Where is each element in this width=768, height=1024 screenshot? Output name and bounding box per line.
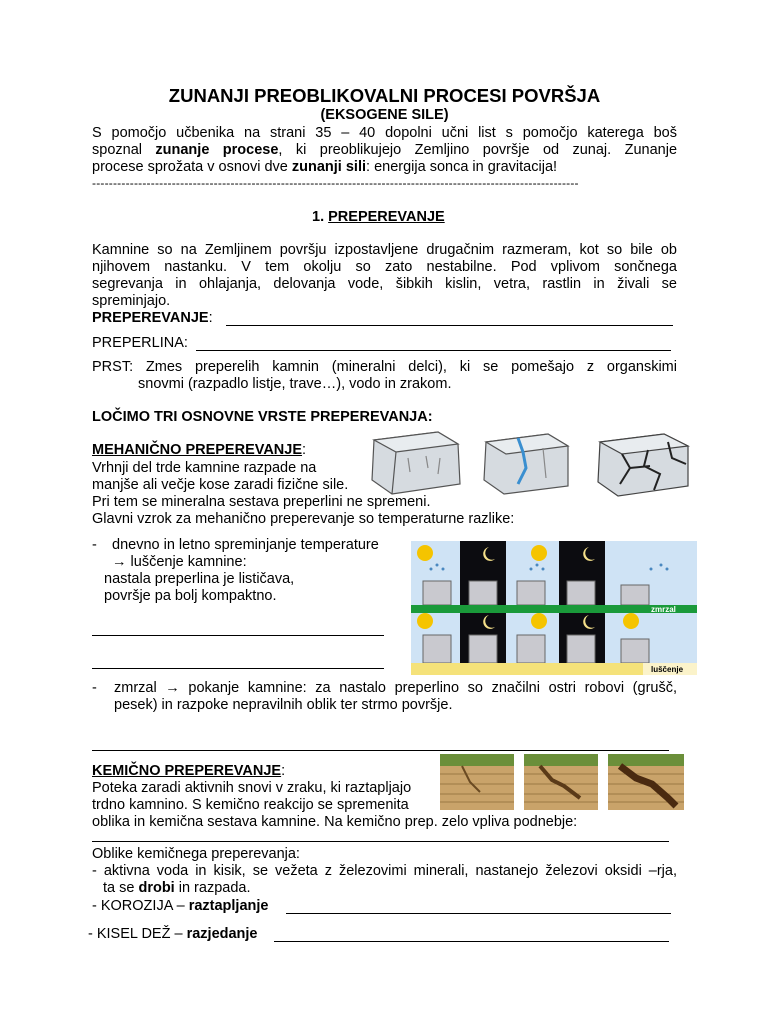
page-subtitle: (EKSOGENE SILE) bbox=[320, 107, 449, 123]
chem-line-2: trdno kamnino. S kemično reakcijo se spremenita bbox=[92, 797, 409, 813]
bullet-dash: - bbox=[92, 680, 97, 696]
chem-line-1: Poteka zaradi aktivnih snovi v zraku, ki raztapljajo bbox=[92, 780, 412, 796]
intro-line-3: procese sprožata v osnovi dve zunanji sili: energija sonca in gravitacija! bbox=[92, 159, 558, 175]
definition-preperlina: PREPERLINA: bbox=[92, 335, 188, 351]
chem-form-1: - aktivna voda in kisik, se vežeta z železovimi minerali, nastanejo železovi oksidi –rja, bbox=[92, 863, 677, 879]
bullet-1-line-1: dnevno in letno spreminjanje temperature bbox=[112, 537, 379, 553]
chemical-weathering-illustration bbox=[440, 754, 684, 810]
answer-line[interactable] bbox=[226, 325, 673, 326]
rock-layer-stage-3 bbox=[608, 754, 684, 810]
frost-label: zmrzal bbox=[651, 605, 676, 614]
mechanical-heading: MEHANIČNO PREPEREVANJE: bbox=[92, 442, 307, 458]
section-heading: 1. PREPEREVANJE bbox=[312, 209, 445, 225]
chem-form-3: - KISEL DEŽ – razjedanje bbox=[88, 926, 258, 942]
definition-preperevanje: PREPEREVANJE: bbox=[92, 310, 213, 326]
intro-line-2: spoznal zunanje procese, ki preoblikujejo Zemljino površje od zunaj. Zunanje bbox=[92, 142, 678, 158]
bullet-1-line-2: → luščenje kamnine: bbox=[112, 554, 247, 570]
answer-line[interactable] bbox=[92, 841, 669, 842]
para-line-1: Kamnine so na Zemljinem površju izpostavljene drugačnim razmeram, kot so bile ob bbox=[92, 242, 677, 258]
mech-line-1: Vrhnji del trde kamnine razpade na bbox=[92, 460, 317, 476]
answer-line[interactable] bbox=[92, 635, 384, 636]
rock-layer-stage-1 bbox=[440, 754, 514, 810]
frost-weathering-diagram bbox=[411, 541, 697, 675]
chemical-heading: KEMIČNO PREPEREVANJE: bbox=[92, 763, 286, 779]
prst-line-1: PRST: Zmes preperelih kamnin (mineralni delci), ki se pomešajo z organskimi bbox=[92, 359, 677, 375]
rock-layer-stage-2 bbox=[524, 754, 598, 810]
rock-illustration bbox=[368, 428, 694, 498]
prst-line-2: snovmi (razpadlo listje, trave…), vodo in zrakom. bbox=[138, 376, 452, 392]
exfoliation-label: luščenje bbox=[651, 665, 684, 674]
bullet-1-line-3: nastala preperlina je lističava, bbox=[104, 571, 295, 587]
intro-line-1: S pomočjo učbenika na strani 35 – 40 dopolni učni list s pomočjo katerega boš bbox=[92, 125, 677, 141]
para-line-3: segrevanja in ohlajanja, delovanja vode, šibkih kislin, vetra, rastlin in živali se bbox=[92, 276, 677, 292]
answer-line[interactable] bbox=[92, 668, 384, 669]
mech-line-4: Glavni vzrok za mehanično preperevanje so temperaturne razlike: bbox=[92, 511, 515, 527]
dashed-separator: -------------------------------------------------------------------------------------------------------------------- bbox=[92, 176, 579, 190]
answer-line[interactable] bbox=[286, 913, 671, 914]
bullet-1-line-4: površje pa bolj kompaktno. bbox=[104, 588, 277, 604]
page-title: ZUNANJI PREOBLIKOVALNI PROCESI POVRŠJA bbox=[168, 85, 601, 106]
cracking-rock-block bbox=[484, 434, 568, 494]
types-heading: LOČIMO TRI OSNOVNE VRSTE PREPEREVANJA: bbox=[92, 409, 433, 425]
para-line-2: njihovem nastanku. V tem okolju so zato nestabilne. Pod vplivom sončnega bbox=[92, 259, 677, 275]
chem-form-2: - KOROZIJA – raztapljanje bbox=[92, 898, 269, 914]
broken-rock-block bbox=[598, 434, 688, 496]
bullet-2-line-2: pesek) in razpoke nepravilnih oblik ter strmo površje. bbox=[114, 697, 453, 713]
answer-line[interactable] bbox=[274, 941, 669, 942]
bullet-dash: - bbox=[92, 537, 97, 553]
answer-line[interactable] bbox=[196, 350, 671, 351]
chem-forms-heading: Oblike kemičnega preperevanja: bbox=[92, 846, 300, 862]
mech-line-3: Pri tem se mineralna sestava preperlini ne spremeni. bbox=[92, 494, 431, 510]
answer-line[interactable] bbox=[92, 750, 669, 751]
mech-line-2: manjše ali večje kose zaradi fizične sile. bbox=[92, 477, 349, 493]
chem-line-3: oblika in kemična sestava kamnine. Na kemično prep. zelo vpliva podnebje: bbox=[92, 814, 578, 830]
intact-rock-block bbox=[372, 432, 460, 494]
para-line-4: spreminjajo. bbox=[92, 293, 171, 309]
chem-form-1-cont: ta se drobi in razpada. bbox=[103, 880, 251, 896]
bullet-2-line-1: zmrzal → pokanje kamnine: za nastalo preperlino so značilni ostri robovi (grušč, bbox=[114, 680, 677, 696]
